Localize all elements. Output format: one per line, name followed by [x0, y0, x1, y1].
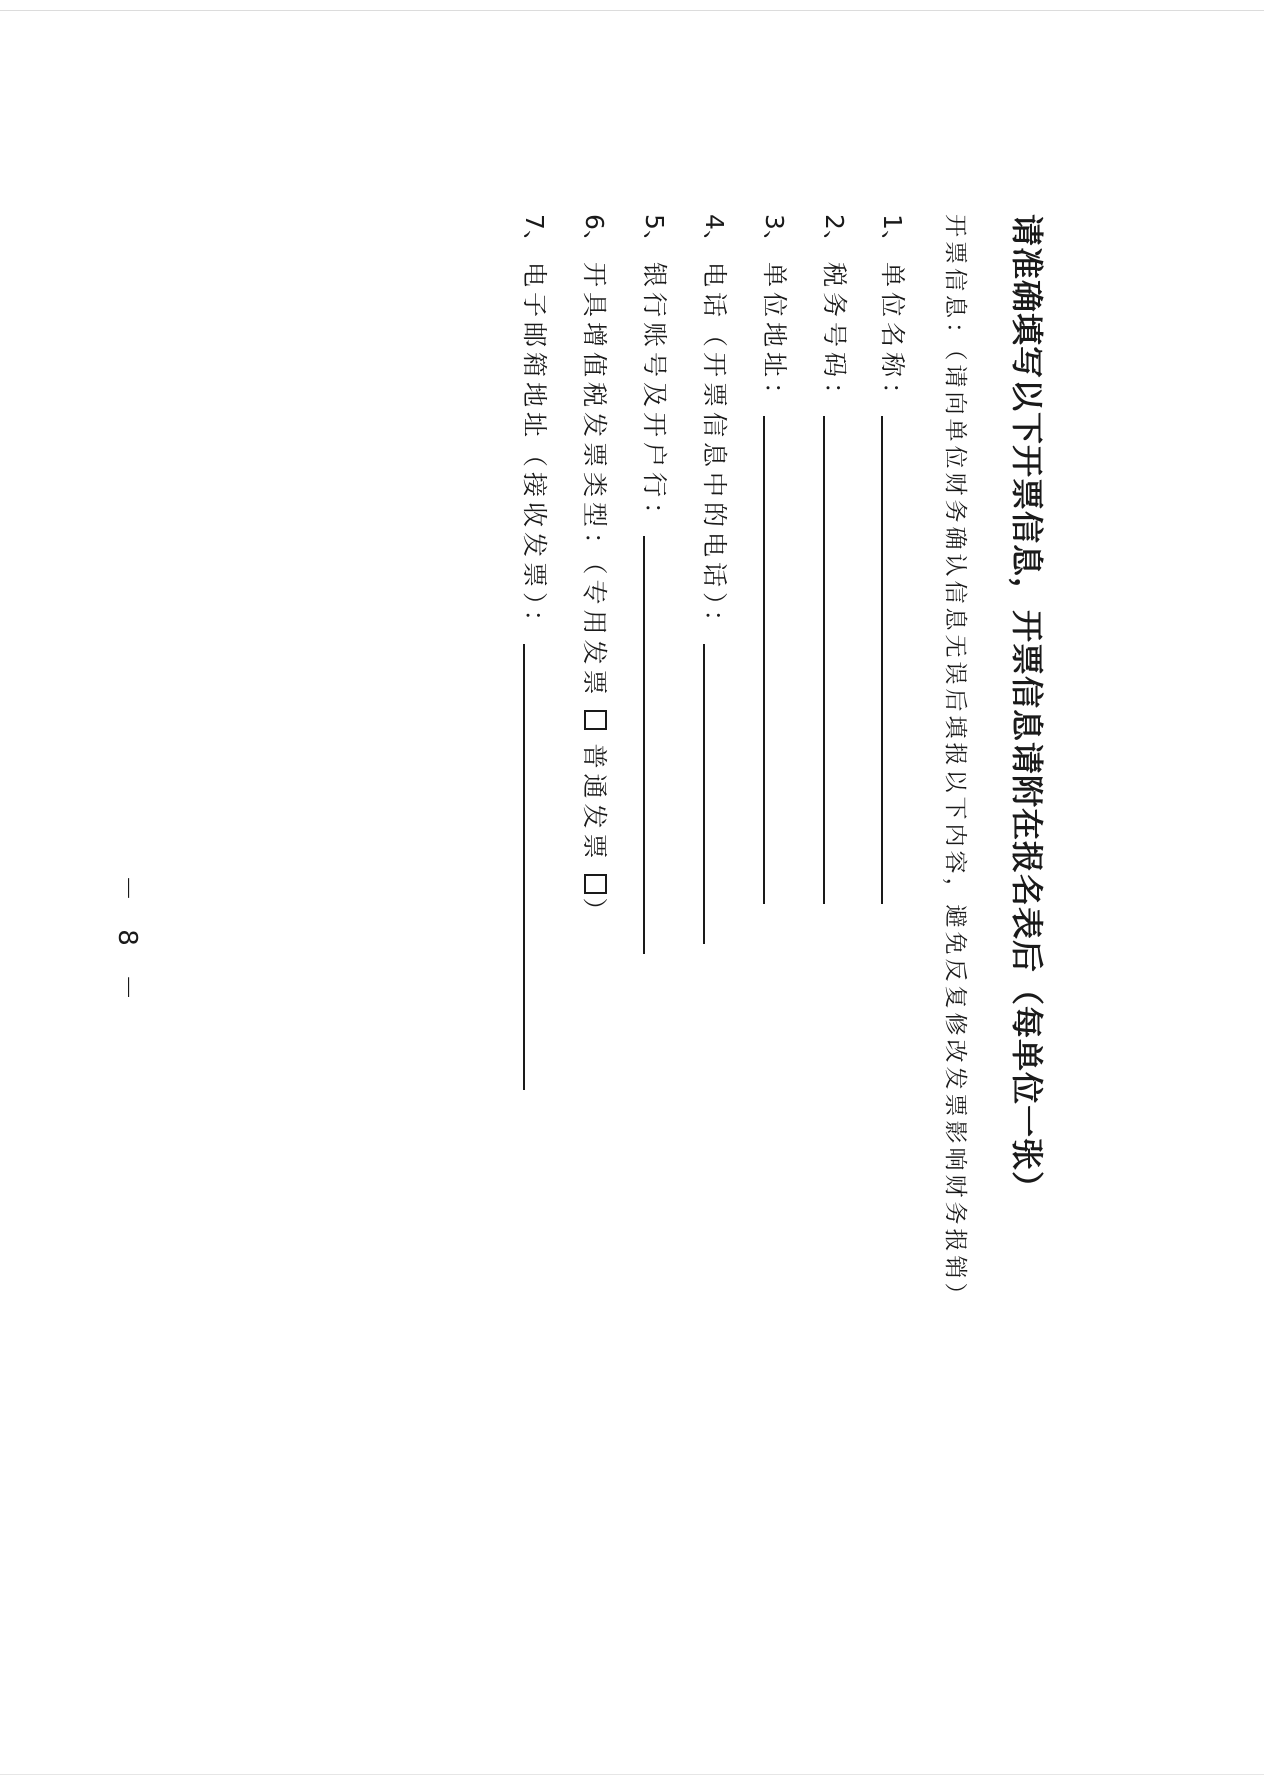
- field-phone: [698, 214, 734, 944]
- field-unit-address: [758, 214, 794, 904]
- form-content: [332, 214, 1052, 1414]
- option-close: ）: [580, 897, 609, 928]
- field-bank-account: [638, 214, 674, 954]
- field-number: 5、: [640, 214, 669, 255]
- field-unit-name: [876, 214, 912, 904]
- phone-blank[interactable]: [703, 644, 705, 944]
- option-label: 普通发票: [580, 743, 609, 864]
- field-label: 银行账号及开户行：: [640, 262, 669, 533]
- field-invoice-type: [578, 214, 614, 928]
- scan-edge-top: [0, 10, 1264, 11]
- bank-account-blank[interactable]: [643, 536, 645, 954]
- field-number: 7、: [520, 214, 549, 255]
- form-title: 请准确填写以下开票信息，开票信息请附在报名表后（每单位一张）: [1008, 214, 1046, 1205]
- field-tax-number: [818, 214, 854, 904]
- scan-edge-bottom: [0, 1774, 1264, 1775]
- form-intro: 开票信息：（请向单位财务确认信息无误后填报以下内容，避免反复修改发票影响财务报销）: [942, 214, 968, 1310]
- field-label: 电子邮箱地址（接收发票）：: [520, 262, 549, 640]
- field-email: [518, 214, 554, 1090]
- unit-address-blank[interactable]: [763, 416, 765, 904]
- field-label: 单位地址：: [760, 262, 789, 413]
- special-invoice-checkbox[interactable]: [584, 710, 607, 730]
- field-label: 开具增值税发票类型：（专用发票: [580, 262, 609, 700]
- tax-number-blank[interactable]: [823, 416, 825, 904]
- field-number: 2、: [820, 214, 849, 255]
- field-number: 4、: [700, 214, 729, 255]
- page-number: － 8 －: [112, 875, 142, 1011]
- ordinary-invoice-checkbox[interactable]: [584, 874, 607, 894]
- unit-name-blank[interactable]: [881, 416, 883, 904]
- field-number: 6、: [580, 214, 609, 255]
- field-number: 3、: [760, 214, 789, 255]
- email-blank[interactable]: [523, 644, 525, 1090]
- field-label: 电话（开票信息中的电话）：: [700, 262, 729, 640]
- field-label: 单位名称：: [878, 262, 907, 413]
- field-number: 1、: [878, 214, 907, 255]
- field-label: 税务号码：: [820, 262, 849, 413]
